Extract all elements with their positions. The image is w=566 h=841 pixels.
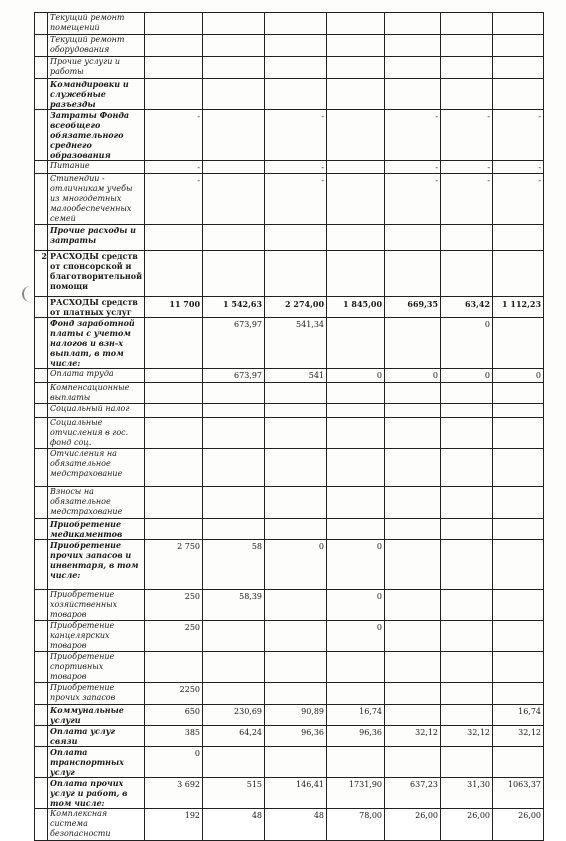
value-cell — [441, 383, 493, 404]
value-cell — [441, 621, 493, 652]
value-cell — [385, 747, 441, 778]
value-cell: - — [265, 110, 327, 161]
row-number — [35, 13, 48, 35]
value-cell — [265, 383, 327, 404]
row-number — [35, 519, 48, 540]
value-cell — [203, 519, 265, 540]
value-cell — [493, 79, 544, 110]
table-row — [35, 449, 544, 487]
table-row — [35, 519, 544, 540]
value-cell: 58 — [203, 540, 265, 590]
value-cell — [441, 540, 493, 590]
row-label: Оплата труда — [48, 369, 145, 383]
value-cell: - — [441, 110, 493, 161]
value-cell — [145, 57, 203, 79]
row-label: Приобретение хозяйственных товаров — [48, 590, 145, 621]
value-cell: 1 112,23 — [493, 297, 544, 318]
row-label: Затраты Фонда всеобщего обязательного среднего образования — [48, 110, 145, 161]
value-cell: 32,12 — [493, 726, 544, 747]
value-cell: - — [493, 174, 544, 225]
value-cell: 669,35 — [385, 297, 441, 318]
value-cell — [441, 13, 493, 35]
row-number — [35, 590, 48, 621]
value-cell — [493, 652, 544, 683]
value-cell: 96,36 — [265, 726, 327, 747]
value-cell — [385, 57, 441, 79]
value-cell: - — [493, 110, 544, 161]
row-number — [35, 383, 48, 404]
row-label: Оплата услуг связи — [48, 726, 145, 747]
value-cell — [265, 404, 327, 418]
value-cell — [327, 318, 385, 369]
value-cell — [203, 404, 265, 418]
table-row — [35, 747, 544, 778]
value-cell — [493, 590, 544, 621]
value-cell: 26,00 — [385, 809, 441, 841]
value-cell — [265, 652, 327, 683]
row-label: Взносы на обязательное медстрахование — [48, 487, 145, 519]
value-cell — [385, 35, 441, 57]
value-cell: 16,74 — [327, 705, 385, 726]
row-number — [35, 778, 48, 809]
value-cell — [327, 13, 385, 35]
value-cell: 48 — [203, 809, 265, 841]
value-cell — [265, 13, 327, 35]
value-cell — [441, 705, 493, 726]
value-cell — [145, 318, 203, 369]
row-label: Приобретение прочих запасов и инвентаря, в том числе: — [48, 540, 145, 590]
value-cell — [441, 404, 493, 418]
value-cell: 250 — [145, 621, 203, 652]
value-cell: - — [385, 110, 441, 161]
value-cell: 637,23 — [385, 778, 441, 809]
value-cell — [265, 449, 327, 487]
value-cell — [327, 225, 385, 251]
value-cell — [203, 652, 265, 683]
value-cell: 1 845,00 — [327, 297, 385, 318]
value-cell — [265, 79, 327, 110]
value-cell: 541,34 — [265, 318, 327, 369]
value-cell: 78,00 — [327, 809, 385, 841]
value-cell: 673,97 — [203, 318, 265, 369]
value-cell — [385, 318, 441, 369]
value-cell: - — [265, 161, 327, 174]
table-row — [35, 404, 544, 418]
table-row — [35, 652, 544, 683]
table-row — [35, 35, 544, 57]
value-cell — [327, 683, 385, 705]
value-cell — [441, 418, 493, 449]
value-cell — [327, 418, 385, 449]
row-label: Оплата транспортных услуг — [48, 747, 145, 778]
value-cell: 0 — [327, 590, 385, 621]
value-cell — [203, 683, 265, 705]
value-cell — [385, 225, 441, 251]
value-cell: 0 — [327, 621, 385, 652]
value-cell — [441, 79, 493, 110]
row-label: Отчисления на обязательное медстрахование — [48, 449, 145, 487]
table-row — [35, 297, 544, 318]
row-label: Комплексная система безопасности — [48, 809, 145, 841]
value-cell — [493, 418, 544, 449]
row-number — [35, 726, 48, 747]
table-row — [35, 161, 544, 174]
value-cell — [385, 683, 441, 705]
row-number — [35, 652, 48, 683]
row-number: 2 — [35, 251, 48, 297]
value-cell — [327, 110, 385, 161]
value-cell: 16,74 — [493, 705, 544, 726]
value-cell — [441, 590, 493, 621]
value-cell — [327, 747, 385, 778]
value-cell: 250 — [145, 590, 203, 621]
value-cell — [203, 487, 265, 519]
row-label: Социальные отчисления в гос. фонд соц. — [48, 418, 145, 449]
value-cell: - — [145, 161, 203, 174]
row-number — [35, 404, 48, 418]
value-cell — [203, 747, 265, 778]
value-cell — [265, 519, 327, 540]
value-cell — [441, 747, 493, 778]
value-cell — [385, 540, 441, 590]
value-cell — [493, 13, 544, 35]
value-cell — [327, 519, 385, 540]
value-cell — [265, 590, 327, 621]
row-number — [35, 57, 48, 79]
value-cell — [203, 449, 265, 487]
value-cell — [327, 487, 385, 519]
value-cell: 32,12 — [385, 726, 441, 747]
value-cell — [145, 383, 203, 404]
value-cell: 385 — [145, 726, 203, 747]
table-row — [35, 13, 544, 35]
value-cell — [203, 13, 265, 35]
table-row — [35, 79, 544, 110]
value-cell — [441, 225, 493, 251]
value-cell — [493, 404, 544, 418]
row-number — [35, 449, 48, 487]
value-cell — [265, 225, 327, 251]
row-number — [35, 621, 48, 652]
value-cell — [493, 225, 544, 251]
value-cell — [327, 161, 385, 174]
value-cell: 1063,37 — [493, 778, 544, 809]
value-cell — [493, 747, 544, 778]
value-cell: - — [441, 174, 493, 225]
table-row — [35, 726, 544, 747]
value-cell: 26,00 — [441, 809, 493, 841]
row-number — [35, 540, 48, 590]
value-cell — [493, 383, 544, 404]
value-cell — [327, 404, 385, 418]
value-cell — [203, 161, 265, 174]
value-cell — [145, 449, 203, 487]
value-cell — [145, 418, 203, 449]
row-number — [35, 297, 48, 318]
value-cell: 146,41 — [265, 778, 327, 809]
value-cell — [385, 404, 441, 418]
value-cell — [385, 590, 441, 621]
row-number — [35, 487, 48, 519]
value-cell — [441, 683, 493, 705]
value-cell — [441, 57, 493, 79]
value-cell — [493, 621, 544, 652]
value-cell: - — [385, 161, 441, 174]
table-row — [35, 110, 544, 161]
row-label: Коммунальные услуги — [48, 705, 145, 726]
row-number — [35, 418, 48, 449]
value-cell — [327, 57, 385, 79]
value-cell: 0 — [265, 540, 327, 590]
value-cell — [203, 225, 265, 251]
value-cell: 192 — [145, 809, 203, 841]
row-label: Питание — [48, 161, 145, 174]
value-cell — [145, 519, 203, 540]
value-cell — [385, 621, 441, 652]
row-label: Приобретение медикаментов — [48, 519, 145, 540]
value-cell: 58,39 — [203, 590, 265, 621]
value-cell — [493, 57, 544, 79]
row-number — [35, 174, 48, 225]
row-label: Фонд заработной платы с учетом налогов и взн-х выплат, в том числе: — [48, 318, 145, 369]
table-row — [35, 225, 544, 251]
row-label: Стипендии - отличникам учебы из многодетных малообеспеченных семей — [48, 174, 145, 225]
value-cell: 1731,90 — [327, 778, 385, 809]
value-cell — [145, 251, 203, 297]
value-cell: - — [265, 174, 327, 225]
value-cell: 63,42 — [441, 297, 493, 318]
value-cell: - — [441, 161, 493, 174]
value-cell: 0 — [441, 369, 493, 383]
value-cell: 541 — [265, 369, 327, 383]
value-cell — [441, 519, 493, 540]
value-cell — [203, 418, 265, 449]
row-number — [35, 683, 48, 705]
value-cell — [385, 383, 441, 404]
value-cell — [493, 519, 544, 540]
row-label: Прочие расходы и затраты — [48, 225, 145, 251]
row-label: Прочие услуги и работы — [48, 57, 145, 79]
table-row — [35, 540, 544, 590]
row-number — [35, 369, 48, 383]
row-label: Социальный налог — [48, 404, 145, 418]
value-cell: 0 — [493, 369, 544, 383]
value-cell — [265, 418, 327, 449]
value-cell: 673,97 — [203, 369, 265, 383]
table-row — [35, 590, 544, 621]
table-row — [35, 251, 544, 297]
value-cell — [327, 35, 385, 57]
value-cell — [385, 13, 441, 35]
value-cell — [203, 383, 265, 404]
row-label: Командировки и служебные разъезды — [48, 79, 145, 110]
value-cell — [145, 225, 203, 251]
value-cell: - — [493, 161, 544, 174]
value-cell — [145, 369, 203, 383]
value-cell — [145, 652, 203, 683]
table-row — [35, 778, 544, 809]
value-cell: 26,00 — [493, 809, 544, 841]
row-label: Текущий ремонт оборудования — [48, 35, 145, 57]
value-cell — [441, 251, 493, 297]
value-cell — [493, 449, 544, 487]
table-row — [35, 418, 544, 449]
row-label: Приобретение прочих запасов — [48, 683, 145, 705]
value-cell: 2 750 — [145, 540, 203, 590]
table-row — [35, 369, 544, 383]
value-cell: 515 — [203, 778, 265, 809]
value-cell: 230,69 — [203, 705, 265, 726]
value-cell — [385, 418, 441, 449]
value-cell — [265, 683, 327, 705]
row-number — [35, 161, 48, 174]
value-cell — [203, 79, 265, 110]
row-label: Компенсационные выплаты — [48, 383, 145, 404]
value-cell — [327, 79, 385, 110]
row-number — [35, 705, 48, 726]
value-cell — [385, 487, 441, 519]
value-cell: 48 — [265, 809, 327, 841]
row-label: Приобретение канцелярских товаров — [48, 621, 145, 652]
row-number — [35, 809, 48, 841]
value-cell: 1 542,63 — [203, 297, 265, 318]
row-label: Оплата прочих услуг и работ, в том числе: — [48, 778, 145, 809]
value-cell: 31,30 — [441, 778, 493, 809]
value-cell — [145, 487, 203, 519]
table-row — [35, 683, 544, 705]
value-cell — [327, 383, 385, 404]
row-label: Приобретение спортивных товаров — [48, 652, 145, 683]
row-number — [35, 35, 48, 57]
value-cell: - — [145, 174, 203, 225]
value-cell — [203, 110, 265, 161]
value-cell — [441, 487, 493, 519]
value-cell: 32,12 — [441, 726, 493, 747]
value-cell: 0 — [385, 369, 441, 383]
value-cell — [385, 79, 441, 110]
value-cell: 64,24 — [203, 726, 265, 747]
table-row — [35, 318, 544, 369]
value-cell — [493, 35, 544, 57]
row-label: РАСХОДЫ средств от спонсорской и благотворительной помощи — [48, 251, 145, 297]
value-cell — [265, 621, 327, 652]
value-cell — [441, 652, 493, 683]
value-cell — [385, 251, 441, 297]
value-cell: 11 700 — [145, 297, 203, 318]
value-cell: 0 — [441, 318, 493, 369]
value-cell — [441, 449, 493, 487]
value-cell — [265, 35, 327, 57]
table-row — [35, 487, 544, 519]
row-label: РАСХОДЫ средств от платных услуг — [48, 297, 145, 318]
table-row — [35, 174, 544, 225]
value-cell — [441, 35, 493, 57]
value-cell — [145, 79, 203, 110]
value-cell: - — [145, 110, 203, 161]
value-cell — [385, 449, 441, 487]
value-cell — [493, 318, 544, 369]
value-cell: 650 — [145, 705, 203, 726]
table-row — [35, 621, 544, 652]
value-cell: 0 — [327, 540, 385, 590]
value-cell: 2 274,00 — [265, 297, 327, 318]
value-cell — [203, 35, 265, 57]
row-number — [35, 747, 48, 778]
value-cell — [493, 540, 544, 590]
value-cell: 96,36 — [327, 726, 385, 747]
value-cell — [145, 404, 203, 418]
value-cell: 3 692 — [145, 778, 203, 809]
value-cell — [265, 487, 327, 519]
value-cell — [493, 251, 544, 297]
value-cell — [493, 487, 544, 519]
row-number — [35, 110, 48, 161]
value-cell — [385, 519, 441, 540]
value-cell — [265, 57, 327, 79]
row-label: Текущий ремонт помещений — [48, 13, 145, 35]
row-number — [35, 318, 48, 369]
table-row — [35, 57, 544, 79]
value-cell: 0 — [327, 369, 385, 383]
value-cell — [265, 251, 327, 297]
value-cell — [145, 35, 203, 57]
value-cell: - — [385, 174, 441, 225]
expenses-table — [34, 12, 544, 841]
value-cell — [327, 174, 385, 225]
row-number — [35, 225, 48, 251]
table-row — [35, 705, 544, 726]
row-number — [35, 79, 48, 110]
value-cell — [493, 683, 544, 705]
value-cell — [203, 57, 265, 79]
value-cell: 90,89 — [265, 705, 327, 726]
value-cell — [385, 652, 441, 683]
value-cell: 2250 — [145, 683, 203, 705]
value-cell — [327, 449, 385, 487]
value-cell — [203, 621, 265, 652]
value-cell — [203, 251, 265, 297]
value-cell: 0 — [145, 747, 203, 778]
value-cell — [327, 652, 385, 683]
value-cell — [385, 705, 441, 726]
value-cell — [327, 251, 385, 297]
value-cell — [203, 174, 265, 225]
table-body — [35, 13, 544, 841]
value-cell — [265, 747, 327, 778]
value-cell — [145, 13, 203, 35]
table-row — [35, 809, 544, 841]
table-row — [35, 383, 544, 404]
